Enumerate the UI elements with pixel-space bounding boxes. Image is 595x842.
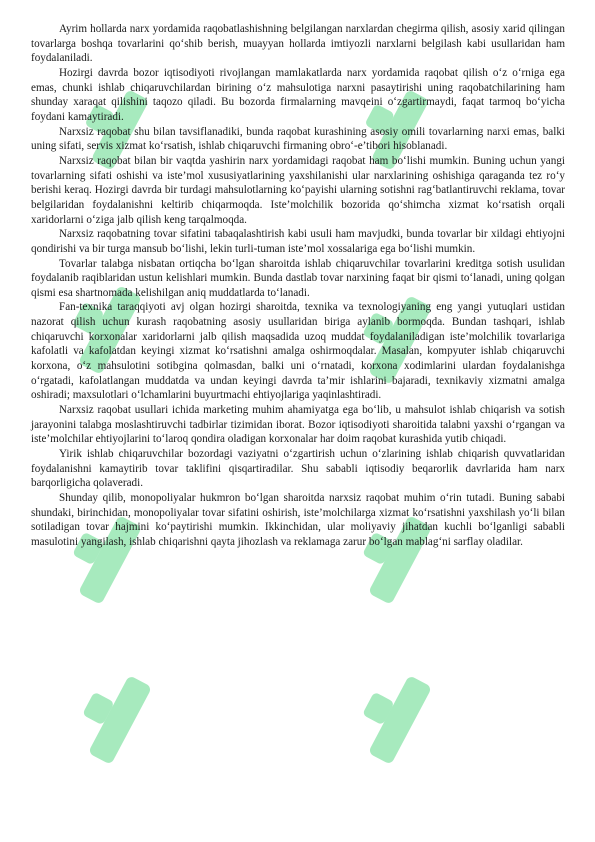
document-body: [31, 22, 565, 550]
paragraph: Tovarlar talabga nisbatan ortiqcha bo‘lgan sharoitda ishlab chiqaruvchilar tovarlarini kreditga sotish usulidan foydalanib raqiblaridan ustun kelishlari mumkin. Bunda dastlab tovar narxining faqat bir qismi to‘lanadi, uning qolgan qismi esa shartnomada kelishilgan aniq muddatlarda to‘lanadi.: [31, 257, 565, 299]
paragraph: Narxsiz raqobat bilan bir vaqtda yashirin narx yordamidagi raqobat ham bo‘lishi mumkin. Buning uchun yangi tovarlarning sifati oshishi va iste’mol xususiyatlarining yaxshilanishi ular narxlarining oshishiga qaraganda tez ro‘y berishi keraq. Hozirgi davrda bir turdagi mahsulotlarning ko‘payishi ularning sotishni rag‘batlantiruvchi reklama, tovar belgilaridan foydalanishni keltirib chiqarmoqda. Iste’molchilik bozorida qo‘shimcha xizmat ko‘rsatish orqali xaridorlarni o‘ziga jalb qilish keng tarqalmoqda.: [31, 154, 565, 226]
paragraph: Yirik ishlab chiqaruvchilar bozordagi vaziyatni o‘zgartirish uchun o‘zlarining ishlab chiqarish quvvatlaridan foydalanishni kamaytirib tovar taklifini qisqartiradilar. Shu sababli iqtisodiy beqarorlik davrlarida ham narx barqorligicha qolaveradi.: [31, 448, 565, 490]
paragraph: Narxsiz raqobat shu bilan tavsiflanadiki, bunda raqobat kurashining asosiy omili tovarlarning narxi emas, balki uning sifati, servis xizmat ko‘rsatish, ishlab chiqaruvchi firmaning obro‘-e’tibori hisoblanadi.: [31, 125, 565, 153]
paragraph: Ayrim hollarda narx yordamida raqobatlashishning belgilangan narxlardan chegirma qilish, asosiy xarid qilingan tovarlarga boshqa tovarlarini qo‘shib berish, muayyan hollarda imtiyozli narxlarni belgilash kabi usullaridan ham foydalaniladi.: [31, 23, 565, 65]
paragraph: Narxsiz raqobatning tovar sifatini tabaqalashtirish kabi usuli ham mavjudki, bunda tovarlar bir xildagi ehtiyojni qondirishi va bir turga mansub bo‘lishi, lekin turli-tuman iste’mol xossalariga ega bo‘lishi mumkin.: [31, 228, 565, 255]
paragraph: Narxsiz raqobat usullari ichida marketing muhim ahamiyatga ega bo‘lib, u mahsulot ishlab chiqarish va sotish jarayonini talabga moslashtiruvchi tadbirlar tizimidan iborat. Bozor iqtisodiyoti sharoitida talabni yaxshi o‘rgangan va iste’molchilar ehtiyojlarini to‘laroq qondira oladigan korxonalar har doim raqobat kurashida yutib chiqadi.: [31, 404, 565, 446]
paragraph: Hozirgi davrda bozor iqtisodiyoti rivojlangan mamlakatlarda narx yordamida raqobat qilish o‘z o‘rniga ega emas, chunki ishlab chiqaruvchilardan birining o‘z mahsulotiga narxni pasaytirishi uning raqobatchilarining ham shunday xaraqat qilishini taqozo qiladi. Bu bozorda firmalarning mavqeini o‘zgartirmaydi, faqat tarmoq bo‘yicha foydani kamaytiradi.: [31, 66, 565, 123]
paragraph: Shunday qilib, monopoliyalar hukmron bo‘lgan sharoitda narxsiz raqobat muhim o‘rin tutadi. Buning sababi shundaki, birinchidan, monopoliyalar tovar sifatini oshirish, iste’molchilarga xizmat ko‘rsatishni yaxshilash yo‘li bilan sotiladigan tovar hajmini ko‘paytirishi mumkin. Ikkinchidan, ular moliyaviy jihatdan kuchli bo‘lganligi sababli masulotini yangilash, ishlab chiqarishni qayta jihozlash va reklamaga zarur bo‘lgan mablag‘ni sarflay oladilar.: [31, 492, 565, 548]
paragraph: Fan-texnika taraqqiyoti avj olgan hozirgi sharoitda, texnika va texnologiyaning eng yangi yutuqlari ustidan nazorat qilish uchun kurash raqobatning asosiy usullaridan biriga aylanib bormoqda. Bundan tashqari, ishlab chiqaruvchi korxonalar xaridorlarni jalb qilish maqsadida uzoq muddat foydalaniladigan iste’molchilik tovarlariga kafolatli va kafolatdan keyingi xizmat ko‘rsatishni amalga oshirmoqdalar. Masalan, kompyuter ishlab chiqaruvchi korxona, o‘z mahsulotini sotibgina qolmasdan, balki uni o‘rnatadi, korxona xodimlarini ulardan foydalanishga o‘rgatadi, kafolatlangan muddatda va undan keyingi davrda ta’mir ishlarini bajaradi, texnikaviy xizmatni amalga oshiradi; maxsulotlari o‘lchamlarini buyurtmachi ehtiyojlariga yaqinlashtiradi.: [31, 301, 565, 402]
